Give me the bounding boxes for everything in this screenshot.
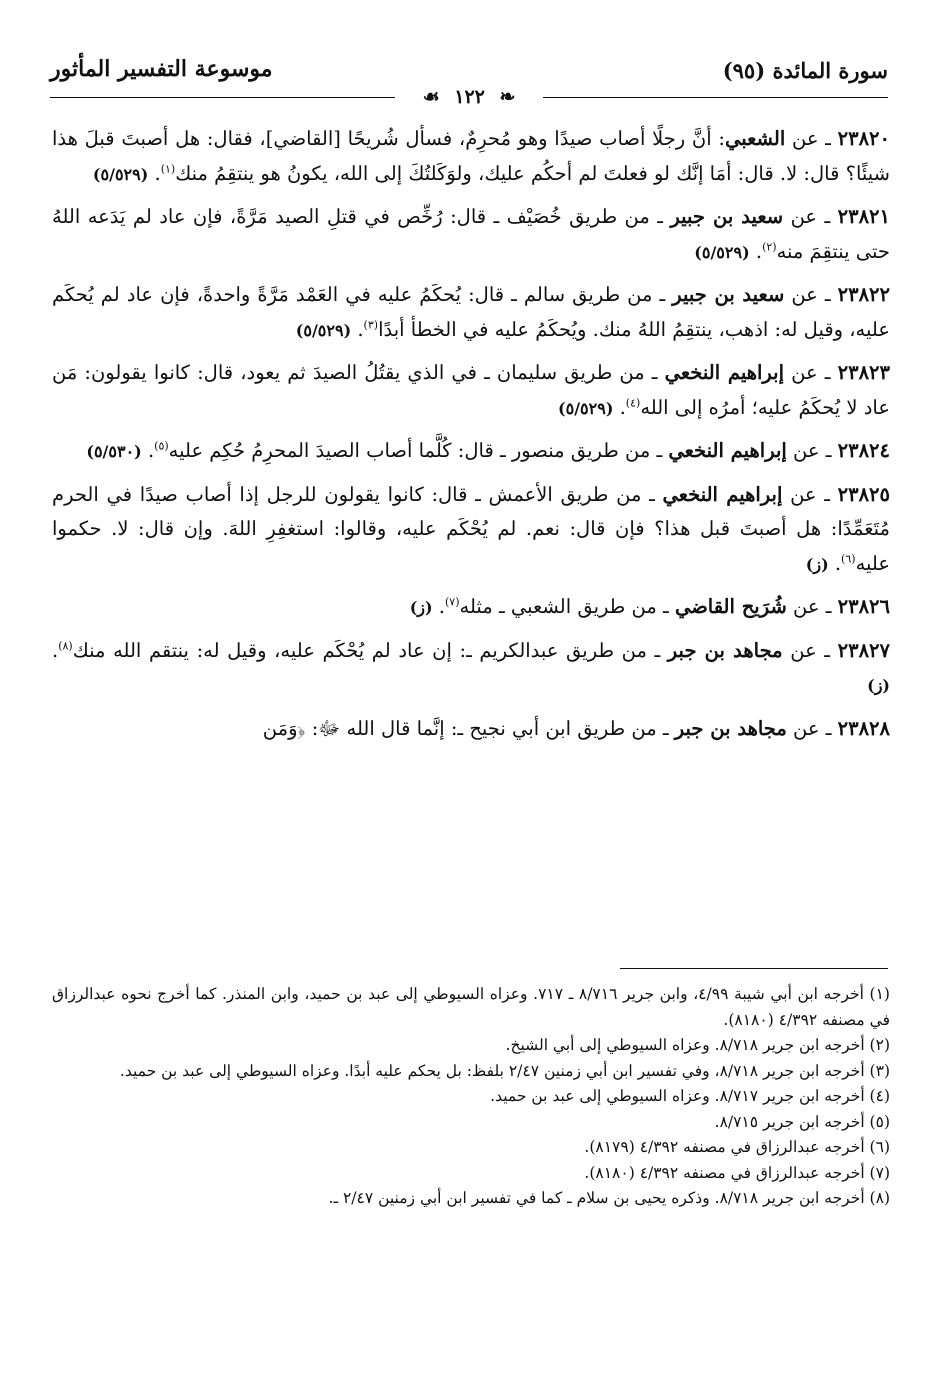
page-ornament-left: ☙ — [422, 86, 440, 108]
footnote-separator — [620, 968, 888, 969]
entry-source: سعيد بن جبير — [672, 283, 785, 306]
narration-entry: ٢٣٨٢٥ ـ عن إبراهيم النخعي ـ من طريق الأعمش ـ قال: كانوا يقولون للرجل إذا أصاب صيدًا في الحرم مُتَعَمِّدًا: هل أصبتَ قبل هذا؟ فإن قال: نعم. لم يُحْكَم عليه، وقالوا: استغفِرِ اللهَ. وإن قال: لا. حكموا عليه$^{(٦)}$. (ز) — [52, 482, 891, 575]
entry-number: ٢٣٨٢٨ — [837, 716, 890, 740]
narration-entry: ٢٣٨٢٠ ـ عن الشعبي: أنَّ رجلًا أصاب صيدًا وهو مُحرِمٌ، فسأل شُريحًا [القاضي]، فقال: هل أصبتَ قبلَ هذا شيئًا؟ قال: لا. قال: أمَا إنَّك لو فعلتَ لم أحكُم عليك، ولوَكَلتُكَ إلى الله، يكونُ هو ينتقِمُ منك$^{(١)}$. (٥/٥٢٩) — [52, 127, 890, 185]
footnote-marker[interactable]: (٦) — [841, 552, 856, 565]
entry-text: ـ من طريق ابن أبي نجيح ـ: إنَّما قال الله ﷻ: ﴿وَمَن — [262, 716, 675, 740]
entry-text: ـ من طريق الأعمش ـ قال: كانوا يقولون للرجل إذا أصاب صيدًا في الحرم مُتَعَمِّدًا: هل أصبتَ قبل هذا؟ فإن قال: نعم. لم يُحْكَم عليه، وقالوا: استغفِرِ اللهَ. وإن قال: لا. حكموا عليه — [52, 482, 890, 575]
entry-reference: (٥/٥٢٩) — [694, 242, 750, 262]
narration-entry: ٢٣٨٢٨ ـ عن مجاهد بن جبر ـ من طريق ابن أبي نجيح ـ: إنَّما قال الله ﷻ: ﴿وَمَن — [262, 716, 890, 740]
entry-text: : أنَّ رجلًا أصاب صيدًا وهو مُحرِمٌ، فسأل شُريحًا [القاضي]، فقال: هل أصبتَ قبلَ هذا شيئًا؟ قال: لا. قال: أمَا إنَّك لو فعلتَ لم أحكُم عليك، ولوَكَلتُكَ إلى الله، يكونُ هو ينتقِمُ منك — [52, 127, 890, 185]
footnote-marker[interactable]: (١) — [160, 162, 176, 175]
entry-source: إبراهيم النخعي — [662, 482, 783, 506]
footnote-marker[interactable]: (٣) — [363, 318, 379, 331]
entry-number: ٢٣٨٢١ — [837, 205, 891, 228]
series-title: موسوعة التفسير المأثور — [50, 56, 273, 82]
footnote-marker[interactable]: (٧) — [445, 595, 460, 609]
narration-entry: ٢٣٨٢٢ ـ عن سعيد بن جبير ـ من طريق سالم ـ قال: يُحكَمُ عليه في العَمْد مَرَّةً واحدةً، فإن عاد لم يُحكَم عليه، وقيل له: اذهب، ينتقِمُ اللهُ منك. ويُحكَمُ عليه في الخطأ أبدًا$^{(٣)}$. (٥/٥٢٩) — [52, 283, 891, 341]
footnote: (٨) أخرجه ابن جرير ٨/٧١٨. وذكره يحيى بن سلام ـ كما في تفسير ابن أبي زمنين ٢/٤٧ ـ. — [328, 1189, 890, 1207]
entry-text: ـ من طريق منصور ـ قال: كُلَّما أصاب الصيدَ المحرِمُ حُكِم عليه — [168, 439, 669, 462]
footnote: (٢) أخرجه ابن جرير ٨/٧١٨. وعزاه السيوطي إلى أبي الشيخ. — [505, 1036, 890, 1054]
entry-number: ٢٣٨٢٧ — [837, 638, 891, 662]
footnote-marker[interactable]: (٨) — [58, 639, 73, 652]
entry-number: ٢٣٨٢٥ — [837, 482, 891, 506]
entry-number: ٢٣٨٢٣ — [837, 361, 891, 384]
footnote-marker[interactable]: (٢) — [762, 240, 777, 253]
narration-entry: ٢٣٨٢١ ـ عن سعيد بن جبير ـ من طريق خُصَيْف ـ قال: رُخِّص في قتلِ الصيد مَرَّةً، فإن عاد لم يَدَعه اللهُ حتى ينتقِمَ منه$^{(٢)}$. (٥/٥٢٩) — [52, 205, 891, 263]
narration-entry: ٢٣٨٢٤ ـ عن إبراهيم النخعي ـ من طريق منصور ـ قال: كُلَّما أصاب الصيدَ المحرِمُ حُكِم عليه$^{(٥)}$. (٥/٥٣٠) — [86, 439, 890, 462]
narration-entry: ٢٣٨٢٧ ـ عن مجاهد بن جبر ـ من طريق عبدالكريم ـ: إن عاد لم يُحْكَم عليه، وقيل له: ينتقم الله منك$^{(٨)}$. (ز) — [52, 638, 891, 695]
footnote-marker[interactable]: (٤) — [625, 396, 641, 409]
surah-title: سورة المائدة (٩٥) — [722, 58, 888, 83]
entry-number: ٢٣٨٢٢ — [837, 283, 891, 306]
entry-source: شُرَيح القاضي — [674, 595, 787, 618]
entry-number: ٢٣٨٢٦ — [837, 595, 890, 618]
entry-source: سعيد بن جبير — [670, 205, 784, 228]
entry-source: مجاهد بن جبر — [667, 638, 783, 662]
entry-text: ـ من طريق عبدالكريم ـ: إن عاد لم يُحْكَم عليه، وقيل له: ينتقم الله منك — [72, 638, 668, 662]
footnote-marker[interactable]: (٥) — [154, 439, 169, 453]
footnote: (٣) أخرجه ابن جرير ٨/٧١٨، وفي تفسير ابن أبي زمنين ٢/٤٧ بلفظ: بل يحكم عليه أبدًا. وعزاه السيوطي إلى عبد بن حميد. — [119, 1061, 890, 1080]
footnote: (٥) أخرجه ابن جرير ٨/٧١٥. — [714, 1112, 890, 1131]
footnote: (٦) أخرجه عبدالرزاق في مصنفه ٤/٣٩٢ (٨١٧٩). — [584, 1138, 890, 1156]
entry-reference: (ز) — [409, 598, 433, 617]
entry-text: ـ من طريق خُصَيْف ـ قال: رُخِّص في قتلِ الصيد مَرَّةً، فإن عاد لم يَدَعه اللهُ حتى ينتقِمَ منه — [52, 205, 890, 263]
entry-number: ٢٣٨٢٤ — [837, 439, 890, 462]
entry-reference: (ز) — [805, 554, 829, 574]
page-ornament-right: ❧ — [499, 86, 516, 108]
entry-source: إبراهيم النخعي — [668, 439, 787, 462]
entry-reference: (٥/٥٢٩) — [295, 320, 352, 340]
footnote: (٤) أخرجه ابن جرير ٨/٧١٧. وعزاه السيوطي إلى عبد بن حميد. — [490, 1087, 890, 1105]
entry-number: ٢٣٨٢٠ — [837, 127, 890, 150]
narration-entry: ٢٣٨٢٦ ـ عن شُرَيح القاضي ـ من طريق الشعبي ـ مثله$^{(٧)}$. (ز) — [409, 595, 890, 618]
entry-reference: (٥/٥٣٠) — [86, 442, 142, 461]
entry-text: ـ من طريق سليمان ـ في الذي يقتُلُ الصيدَ ثم يعود، قال: كانوا يقولون: مَن عاد لا يُحكَمُ عليه؛ أمرُه إلى الله — [52, 361, 890, 419]
footnote: (١) أخرجه ابن أبي شيبة ٤/٩٩، وابن جرير ٨/٧١٦ ـ ٧١٧. وعزاه السيوطي إلى عبد بن حميد، وابن المنذر. كما أخرج نحوه عبدالرزاق في مصنفه ٤/٣٩٢ (٨١٨٠). — [52, 985, 890, 1029]
main-text — [52, 122, 890, 746]
entry-text: ـ من طريق الشعبي ـ مثله — [459, 595, 675, 618]
entry-source: إبراهيم النخعي — [664, 361, 785, 384]
page-header — [50, 56, 888, 108]
entry-reference: (٥/٥٢٩) — [92, 164, 149, 184]
entry-reference: (٥/٥٢٩) — [558, 398, 614, 418]
footnotes — [52, 982, 890, 1212]
entry-reference: (ز) — [867, 676, 890, 695]
entry-text: ـ من طريق سالم ـ قال: يُحكَمُ عليه في العَمْد مَرَّةً واحدةً، فإن عاد لم يُحكَم عليه، وقيل له: اذهب، ينتقِمُ اللهُ منك. ويُحكَمُ عليه في الخطأ أبدًا — [52, 283, 890, 341]
footnote: (٧) أخرجه عبدالرزاق في مصنفه ٤/٣٩٢ (٨١٨٠). — [584, 1163, 890, 1182]
narration-entry: ٢٣٨٢٣ ـ عن إبراهيم النخعي ـ من طريق سليمان ـ في الذي يقتُلُ الصيدَ ثم يعود، قال: كانوا يقولون: مَن عاد لا يُحكَمُ عليه؛ أمرُه إلى الله$^{(٤)}$. (٥/٥٢٩) — [52, 361, 891, 419]
entry-source: مجاهد بن جبر — [674, 716, 787, 740]
page-number: ١٢٢ — [454, 86, 485, 108]
entry-source: الشعبي — [724, 127, 786, 150]
